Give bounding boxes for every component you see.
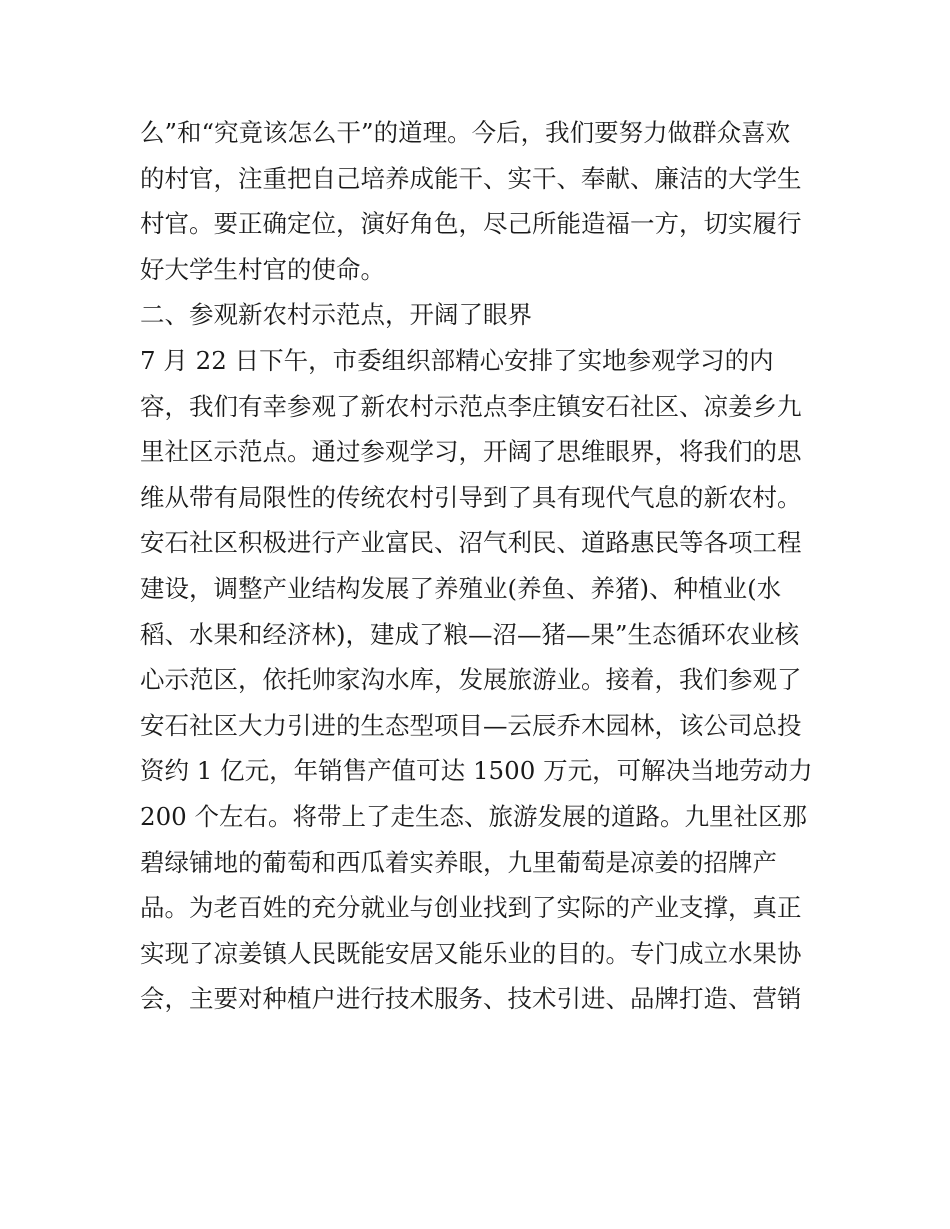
text-line: 容，我们有幸参观了新农村示范点李庄镇安石社区、凉姜乡九 bbox=[140, 391, 802, 421]
text-line: 的村官，注重把自己培养成能干、实干、奉献、廉洁的大学生 bbox=[140, 163, 802, 193]
text-line: 品。为老百姓的充分就业与创业找到了实际的产业支撑，真正 bbox=[140, 893, 802, 923]
text-line: 建设，调整产业结构发展了养殖业(养鱼、养猪)、种植业(水 bbox=[140, 573, 782, 603]
section-heading: 二、参观新农村示范点，开阔了眼界 bbox=[140, 300, 532, 330]
text-line: 里社区示范点。通过参观学习，开阔了思维眼界，将我们的思 bbox=[140, 437, 802, 467]
text-line: 7 月 22 日下午，市委组织部精心安排了实地参观学习的内 bbox=[140, 345, 774, 375]
text-line: 维从带有局限性的传统农村引导到了具有现代气息的新农村。 bbox=[140, 482, 802, 512]
text-line: 村官。要正确定位，演好角色，尽己所能造福一方，切实履行 bbox=[140, 209, 802, 239]
text-line: 安石社区积极进行产业富民、沼气利民、道路惠民等各项工程 bbox=[140, 528, 802, 558]
body-text bbox=[140, 110, 820, 1022]
text-line: 安石社区大力引进的生态型项目—云辰乔木园林，该公司总投 bbox=[140, 710, 802, 740]
text-line: 心示范区，依托帅家沟水库，发展旅游业。接着，我们参观了 bbox=[140, 665, 802, 695]
text-line: 实现了凉姜镇人民既能安居又能乐业的目的。专门成立水果协 bbox=[140, 938, 802, 968]
text-line: 资约 1 亿元，年销售产值可达 1500 万元，可解决当地劳动力 bbox=[140, 756, 813, 786]
text-line: 碧绿铺地的葡萄和西瓜着实养眼，九里葡萄是凉姜的招牌产 bbox=[140, 847, 777, 877]
text-line: 么”和“究竟该怎么干”的道理。今后，我们要努力做群众喜欢 bbox=[140, 118, 791, 147]
text-line: 200 个左右。将带上了走生态、旅游发展的道路。九里社区那 bbox=[140, 801, 808, 831]
text-line: 稻、水果和经济林)，建成了粮—沼—猪—果”生态循环农业核 bbox=[140, 619, 800, 649]
text-line: 好大学生村官的使命。 bbox=[140, 254, 385, 284]
text-line: 会，主要对种植户进行技术服务、技术引进、品牌打造、营销 bbox=[140, 984, 802, 1014]
